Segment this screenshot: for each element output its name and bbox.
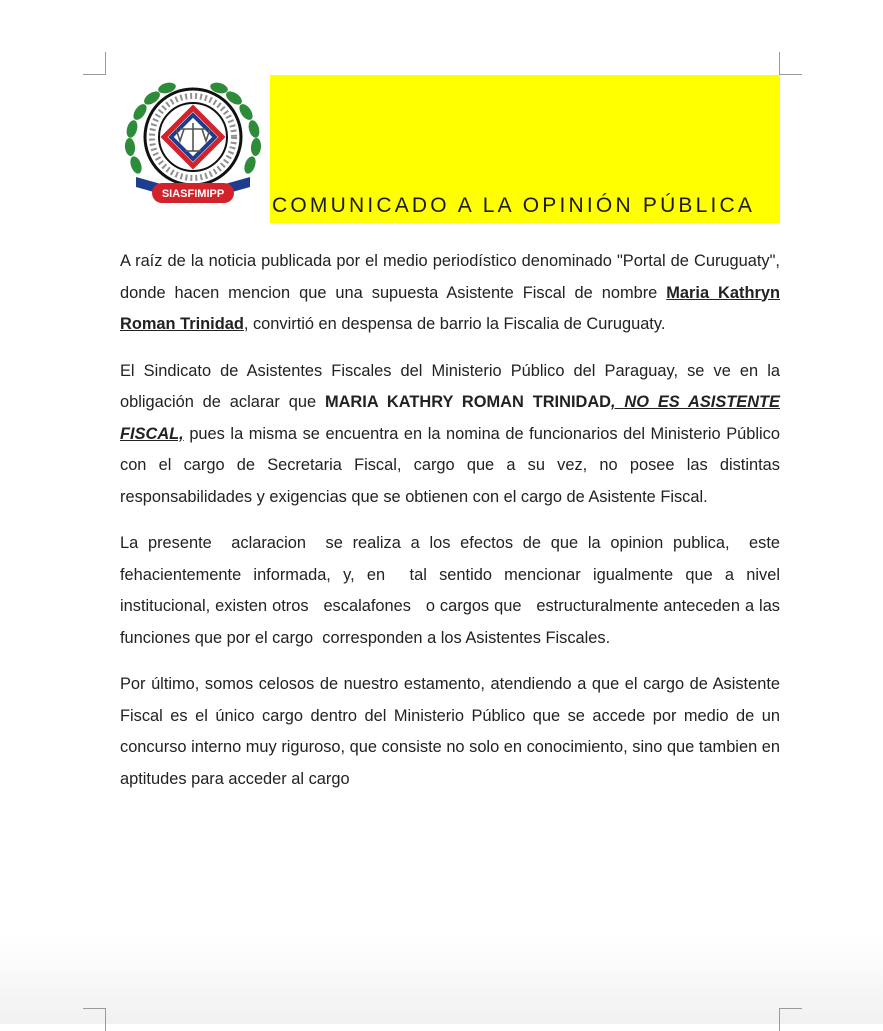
paragraph-1-text-a: A raíz de la noticia publicada por el medio periodístico denominado "Portal de Curuguaty", donde hacen mencion que una supuesta Asistente Fiscal de nombre <box>120 252 780 302</box>
paragraph-1 <box>120 246 780 341</box>
margin-corner-top-right <box>779 52 802 75</box>
document-body <box>120 246 785 810</box>
paragraph-2-name: MARIA KATHRY ROMAN TRINIDAD <box>324 393 612 411</box>
paragraph-3: La presente aclaracion se realiza a los efectos de que la opinion publica, este fehacientemente informada, y, en tal sentido mencionar igualmente que a nivel institucional, existen otros escalafones o cargos que estructuralmente anteceden a las funciones que por el cargo corresponden a los Asistentes Fiscales. <box>120 534 785 647</box>
paragraph-2 <box>120 356 780 514</box>
paragraph-1-name: Maria Kathryn Roman Trinidad <box>120 283 780 333</box>
paragraph-1-text-b: , convirtió en despensa de barrio la Fiscalia de Curuguaty. <box>243 315 666 333</box>
paragraph-2-emphasis: , NO ES ASISTENTE FISCAL, <box>120 393 780 443</box>
union-logo <box>118 75 268 220</box>
paragraph-4: Por último, somos celosos de nuestro estamento, atendiendo a que el cargo de Asistente Fiscal es el único cargo dentro del Ministerio Público que se accede por medio de un concurso interno muy riguroso, que consiste no solo en conocimiento, sino que tambien en aptitudes para acceder al cargo <box>120 675 780 788</box>
paragraph-2-text-a: El Sindicato de Asistentes Fiscales del Ministerio Público del Paraguay, se ve en la obligación de aclarar que <box>120 361 780 411</box>
logo-acronym: SIASFIMIPP <box>161 188 225 200</box>
margin-corner-top-left <box>83 52 106 75</box>
margin-corner-bottom-left <box>83 1008 106 1031</box>
paragraph-2-text-b: pues la misma se encuentra en la nomina de funcionarios del Ministerio Público con el cargo de Secretaria Fiscal, cargo que a su vez, no posee las distintas responsabilidades y exigencias que se obtienen con el cargo de Asistente Fiscal. <box>120 424 780 506</box>
union-seal-icon <box>118 75 268 220</box>
page-bottom-shade <box>0 934 883 1024</box>
margin-corner-bottom-right <box>779 1008 802 1031</box>
page-title: COMUNICADO A LA OPINIÓN PÚBLICA <box>272 194 756 217</box>
